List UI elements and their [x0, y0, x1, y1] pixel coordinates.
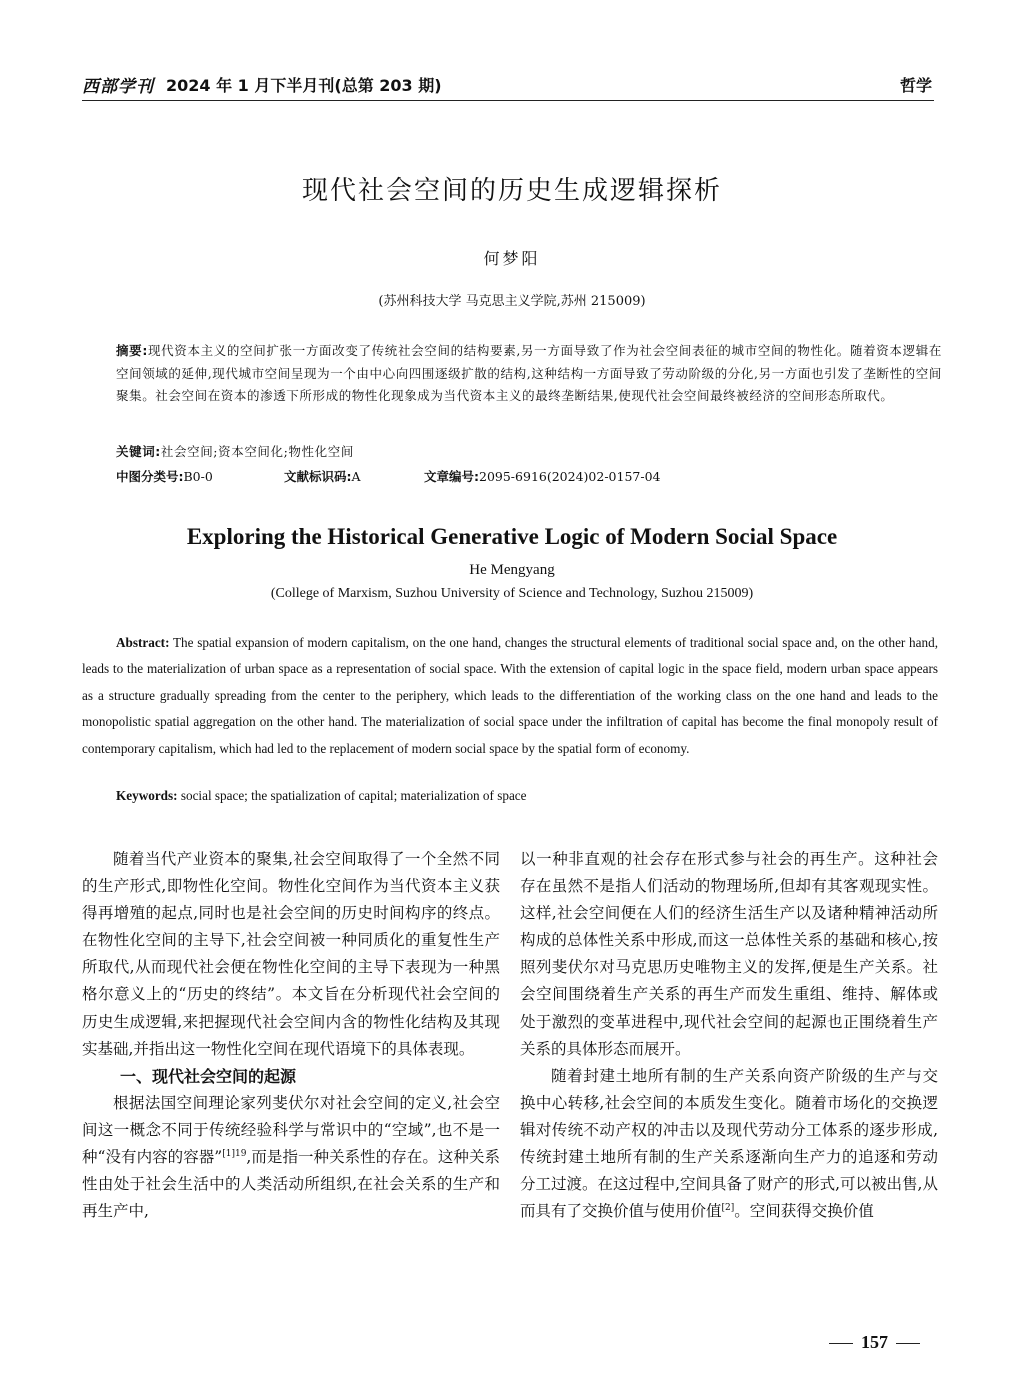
- document-code: 文献标识码:A: [284, 469, 361, 484]
- dash-left: [829, 1343, 853, 1344]
- abstract-en-text: The spatial expansion of modern capitalism, on the one hand, changes the structural elements of traditional social space and, on the other hand, leads to the materialization of urban space as a representation of social space. With the extension of capital logic in the space field, modern urban space appears as a structure gradually spreading from the center to the periphery, which leads to the differentiation of the working class on the one hand and leads to the monopolistic spatial aggregation on the other hand. The materialization of social space under the infiltration of capital has become the final monopoly result of contemporary capitalism, which had led to the replacement of modern social space by the spatial form of economy.: [82, 635, 938, 756]
- article-title-zh: 现代社会空间的历史生成逻辑探析: [301, 176, 722, 206]
- body-paragraph-intro: 随着当代产业资本的聚集,社会空间取得了一个全然不同的生产形式,即物性化空间。物性化空间作为当代资本主义获得再增殖的起点,同时也是社会空间的历史时间构序的终点。在物性化空间的主导下,社会空间被一种同质化的重复性生产所取代,从而现代社会便在物性化空间的主导下表现为一种黑格尔意义上的“历史的终结”。本文旨在分析现代社会空间的历史生成逻辑,来把握现代社会空间内含的物性化结构及其现实基础,并指出这一物性化空间在现代语境下的具体表现。: [82, 850, 500, 1058]
- section-heading-1: 一、现代社会空间的起源: [120, 1066, 297, 1086]
- keywords-en-text: social space; the spatialization of capital; materialization of space: [180, 788, 527, 803]
- article-title-en: Exploring the Historical Generative Logic of Modern Social Space: [186, 524, 838, 549]
- running-header: [82, 70, 934, 101]
- citation-ref: [2]: [721, 1203, 735, 1214]
- body-left-column: [82, 846, 500, 1225]
- article-number: 文章编号:2095-6916(2024)02-0157-04: [424, 469, 661, 484]
- citation-ref: [1]19: [222, 1148, 247, 1159]
- abstract-zh-text: 现代资本主义的空间扩张一方面改变了传统社会空间的结构要素,另一方面导致了作为社会空间表征的城市空间的物性化。随着资本逻辑在空间领域的延伸,现代城市空间呈现为一个由中心向四围逐级扩散的结构,这种结构一方面导致了劳动阶级的分化,另一方面也引发了垄断性的空间聚集。社会空间在资本的渗透下所形成的物性化现象成为当代资本主义的最终垄断结果,使现代社会空间最终被经济的空间形态所取代。: [116, 343, 942, 403]
- keywords-zh-text: 社会空间;资本空间化;物性化空间: [160, 444, 354, 459]
- keywords-en-label: Keywords:: [116, 788, 178, 803]
- body-right-column: [520, 846, 938, 1225]
- abstract-en: [82, 630, 938, 762]
- affiliation-zh: (苏州科技大学 马克思主义学院,苏州 215009): [378, 294, 646, 309]
- author-en: He Mengyang: [469, 562, 555, 578]
- affiliation-en: (College of Marxism, Suzhou University of Science and Technology, Suzhou 215009): [270, 586, 754, 601]
- journal-name: 西部学刊: [82, 77, 154, 97]
- keywords-zh-label: 关键词:: [116, 444, 161, 459]
- classification-row: [116, 467, 942, 489]
- body-paragraph-3: 以一种非直观的社会存在形式参与社会的再生产。这种社会存在虽然不是指人们活动的物理场所,但却有其客观现实性。这样,社会空间便在人们的经济生活生产以及诸种精神活动所构成的总体性关系中形成,而这一总体性关系的基础和核心,按照列斐伏尔对马克思历史唯物主义的发挥,便是生产关系。社会空间围绕着生产关系的再生产而发生重组、维持、解体或处于激烈的变革进程中,现代社会空间的起源也正围绕着生产关系的具体形态而展开。: [520, 850, 938, 1058]
- dash-right: [896, 1343, 920, 1344]
- abstract-zh: [116, 340, 942, 408]
- keywords-zh: [116, 441, 942, 464]
- abstract-en-label: Abstract:: [116, 635, 170, 650]
- body-paragraph-2: 根据法国空间理论家列斐伏尔对社会空间的定义,社会空间这一概念不同于传统经验科学与常识中的“空域”,也不是一种“没有内容的容器”$^{[1]19}$,而是指一种关系性的存在。这种关系性由处于社会生活中的人类活动所组织,在社会关系的生产和再生产中,: [82, 1093, 500, 1221]
- abstract-zh-label: 摘要:: [116, 343, 148, 358]
- issue-info: 2024 年 1 月下半月刊(总第 203 期): [166, 76, 442, 95]
- keywords-en: [116, 788, 942, 804]
- clc-number: 中图分类号:B0-0: [116, 469, 213, 484]
- page-number: 157: [821, 1332, 928, 1353]
- body-paragraph-4: 随着封建土地所有制的生产关系向资产阶级的生产与交换中心转移,社会空间的本质发生变化。随着市场化的交换逻辑对传统不动产权的冲击以及现代劳动分工体系的逐步形成,传统封建土地所有制的生产关系逐渐向生产力的追逐和劳动分工过渡。在这过程中,空间具备了财产的形式,可以被出售,从而具有了交换价值与使用价值[2]。空间获得交换价值: [520, 1066, 938, 1221]
- section-name: 哲学: [899, 76, 932, 95]
- author-zh: 何梦阳: [483, 249, 541, 268]
